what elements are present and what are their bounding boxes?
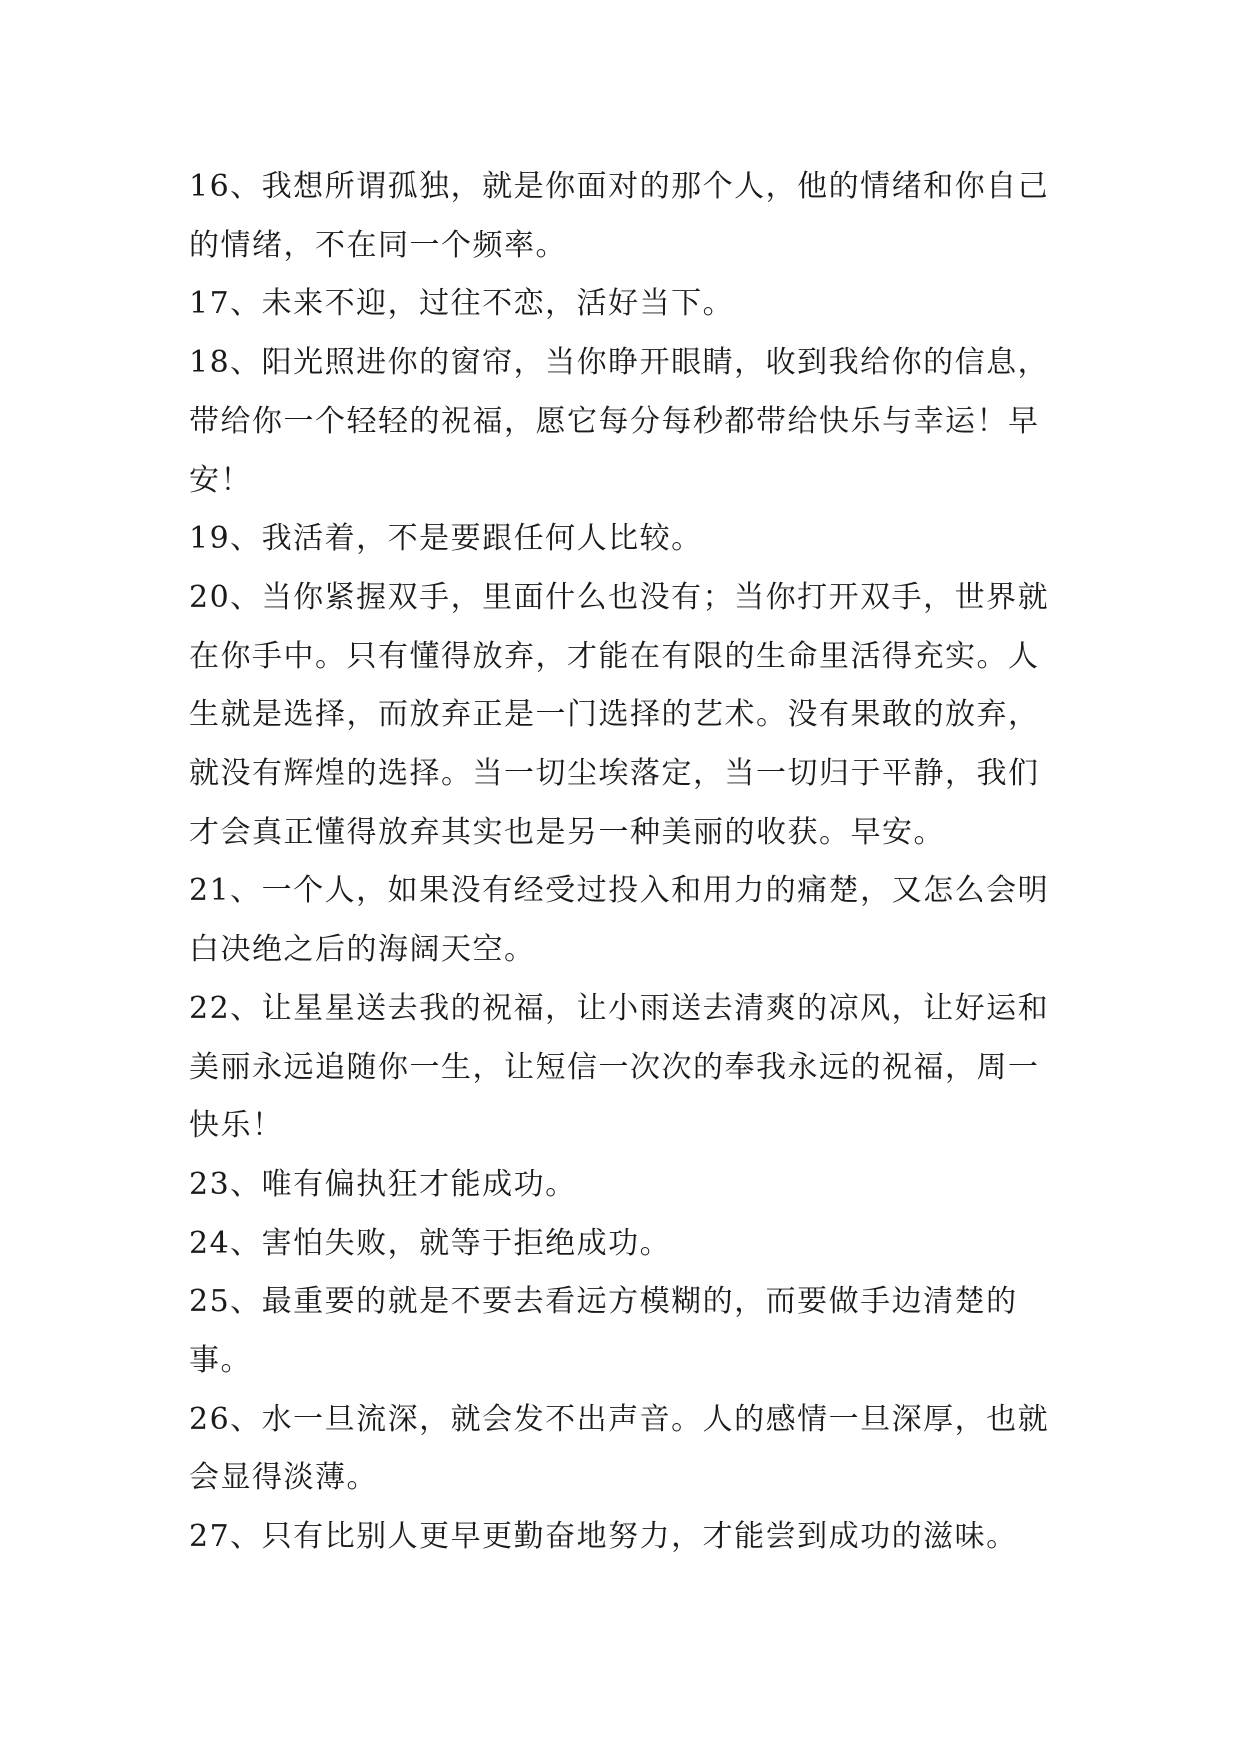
paragraph-27: 27、只有比别人更早更勤奋地努力，才能尝到成功的滋味。	[189, 1519, 1018, 1555]
paragraph-19: 19、我活着，不是要跟任何人比较。	[189, 521, 703, 557]
paragraph-17: 17、未来不迎，过往不恋，活好当下。	[189, 286, 735, 322]
paragraph-20: 20、当你紧握双手，里面什么也没有；当你打开双手，世界就在你手中。只有懂得放弃，才能在有限的生命里活得充实。人生就是选择，而放弃正是一门选择的艺术。没有果敢的放弃，就没有辉煌的选择。当一切尘埃落定，当一切归于平静，我们才会真正懂得放弃其实也是另一种美丽的收获。早安。	[189, 579, 1050, 850]
paragraph-25: 25、最重要的就是不要去看远方模糊的，而要做手边清楚的事。	[189, 1284, 1018, 1379]
document-body	[189, 158, 1069, 1567]
paragraph-24: 24、害怕失败，就等于拒绝成功。	[189, 1225, 672, 1261]
paragraph-26: 26、水一旦流深，就会发不出声音。人的感情一旦深厚，也就会显得淡薄。	[189, 1401, 1050, 1496]
paragraph-22: 22、让星星送去我的祝福，让小雨送去清爽的凉风，让好运和美丽永远追随你一生，让短信一次次的奉我永远的祝福，周一快乐！	[189, 990, 1050, 1144]
paragraph-16: 16、我想所谓孤独，就是你面对的那个人，他的情绪和你自己的情绪，不在同一个频率。	[189, 169, 1050, 263]
paragraph-23: 23、唯有偏执狂才能成功。	[189, 1166, 577, 1202]
paragraph-21: 21、一个人，如果没有经受过投入和用力的痛楚，又怎么会明白决绝之后的海阔天空。	[189, 873, 1050, 968]
paragraph-18: 18、阳光照进你的窗帘，当你睁开眼睛，收到我给你的信息，带给你一个轻轻的祝福，愿它每分每秒都带给快乐与幸运！早安！	[189, 345, 1050, 498]
